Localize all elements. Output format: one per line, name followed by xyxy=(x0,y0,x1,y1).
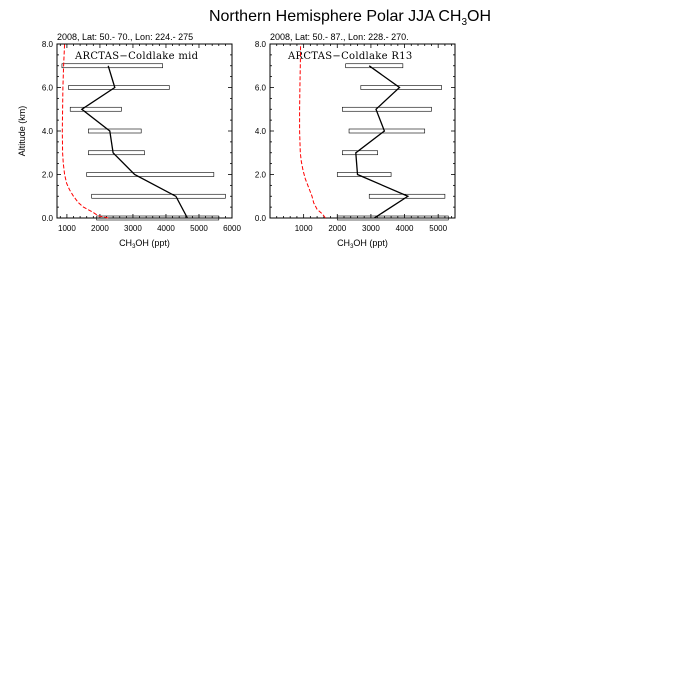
x-tick-label: 1000 xyxy=(58,224,76,233)
panel-right xyxy=(255,32,455,250)
panel-left xyxy=(17,32,241,250)
x-tick-label: 5000 xyxy=(429,224,448,233)
y-tick-label: 2.0 xyxy=(254,170,266,180)
y-tick-label: 0.0 xyxy=(41,214,53,223)
y-tick-label: 4.0 xyxy=(41,127,53,136)
x-axis-label-tail: OH (ppt) xyxy=(353,238,388,248)
x-axis-label-main: CH xyxy=(337,238,351,248)
panel-subtitle: 2008, Lat: 50.- 87., Lon: 228.- 270. xyxy=(270,32,409,42)
figure-title xyxy=(209,8,491,28)
y-tick-label: 4.0 xyxy=(254,127,266,136)
x-axis-label-main: CH xyxy=(119,238,133,248)
x-tick-label: 4000 xyxy=(395,224,414,233)
plot-marks xyxy=(42,40,242,233)
obs-range-box xyxy=(69,86,170,90)
plot-marks xyxy=(255,40,455,233)
x-tick-label: 1000 xyxy=(294,224,313,233)
obs-mean-line xyxy=(82,66,188,218)
x-axis-label-tail: OH (ppt) xyxy=(135,238,170,248)
obs-range-box xyxy=(87,173,214,177)
model-line xyxy=(62,44,108,218)
obs-range-box xyxy=(70,107,121,111)
x-tick-label: 3000 xyxy=(124,224,142,233)
x-axis-label-subscript: 3 xyxy=(350,244,354,250)
plot-frame xyxy=(270,44,455,218)
y-tick-label: 6.0 xyxy=(41,83,53,93)
x-axis-label xyxy=(337,238,388,250)
campaign-label: ARCTAS−Coldlake R13 xyxy=(288,51,413,62)
obs-range-box xyxy=(92,194,226,198)
obs-range-box xyxy=(337,173,391,177)
obs-range-box xyxy=(361,86,442,90)
obs-range-box xyxy=(342,107,431,111)
plot-frame xyxy=(57,44,232,218)
x-tick-label: 4000 xyxy=(157,224,175,233)
x-tick-label: 5000 xyxy=(190,224,208,233)
y-tick-label: 8.0 xyxy=(254,40,266,49)
panel-subtitle: 2008, Lat: 50.- 70., Lon: 224.- 275 xyxy=(57,32,194,42)
y-tick-label: 2.0 xyxy=(41,170,53,180)
model-line xyxy=(300,44,326,218)
x-tick-label: 2000 xyxy=(328,224,347,233)
x-axis-label-subscript: 3 xyxy=(132,244,136,250)
campaign-label: ARCTAS−Coldlake mid xyxy=(75,51,199,62)
figure-title-subscript: 3 xyxy=(461,17,468,28)
obs-mean-line xyxy=(356,66,408,218)
x-tick-label: 3000 xyxy=(362,224,380,233)
obs-range-box xyxy=(62,64,163,68)
figure-title-tail: OH xyxy=(467,8,492,25)
obs-range-box xyxy=(346,64,403,68)
y-tick-label: 0.0 xyxy=(254,214,266,223)
y-axis-label: Altitude (km) xyxy=(17,105,27,157)
x-tick-label: 6000 xyxy=(223,224,241,233)
y-tick-label: 6.0 xyxy=(254,83,266,93)
obs-range-box xyxy=(342,151,377,155)
obs-range-box xyxy=(88,151,144,155)
x-axis-label xyxy=(119,238,170,250)
figure-title-main: Northern Hemisphere Polar JJA CH xyxy=(208,8,462,25)
obs-range-box xyxy=(349,129,425,133)
x-tick-label: 2000 xyxy=(91,224,109,233)
obs-range-box xyxy=(88,129,141,133)
y-tick-label: 8.0 xyxy=(41,40,53,49)
